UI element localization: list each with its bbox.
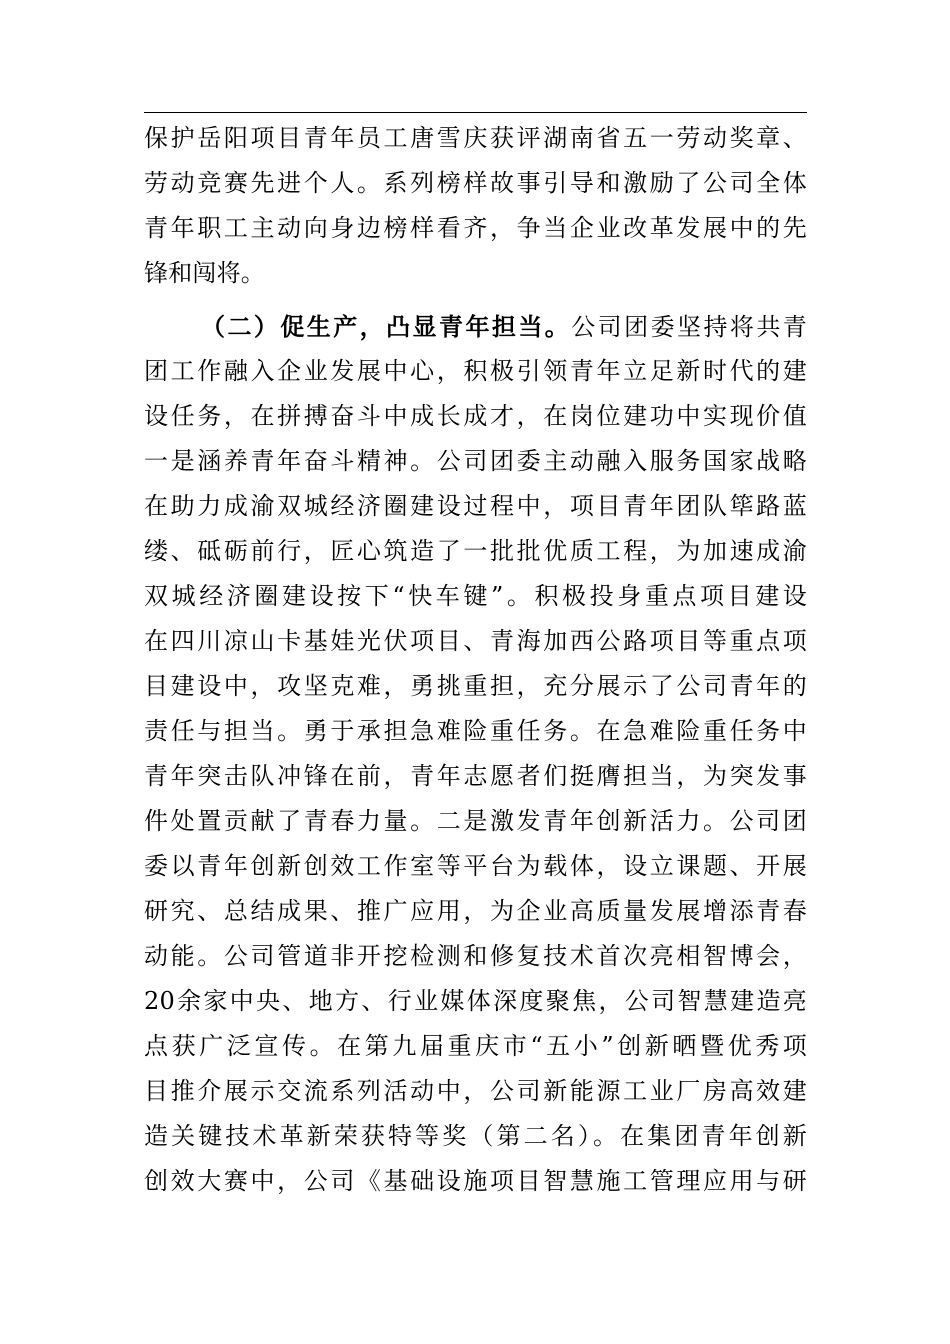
paragraph-2-line: 件处置贡献了青春力量。二是激发青年创新活力。公司团: [144, 807, 807, 835]
paragraph-2-line: 青年突击队冲锋在前，青年志愿者们挺膺担当，为突发事: [144, 762, 807, 790]
document-body: [144, 116, 807, 1204]
paragraph-2-line: 造关键技术革新荣获特等奖（第二名）。在集团青年创新: [144, 1122, 807, 1150]
paragraph-2-line: 委以青年创新创效工作室等平台为载体，设立课题、开展: [144, 852, 807, 880]
header-rule: [144, 112, 807, 113]
paragraph-2-line: 缕、砥砺前行，匠心筑造了一批批优质工程，为加速成渝: [144, 537, 807, 565]
paragraph-2-line: 20余家中央、地方、行业媒体深度聚焦，公司智慧建造亮: [144, 987, 807, 1015]
paragraph-2-first-line: [144, 304, 807, 349]
paragraph-1-line: 锋和闯将。: [144, 259, 265, 287]
paragraph-2-line: 目推介展示交流系列活动中，公司新能源工业厂房高效建: [144, 1077, 807, 1105]
paragraph-2-line: 动能。公司管道非开挖检测和修复技术首次亮相智博会，: [144, 942, 807, 970]
paragraph-2-line: 责任与担当。勇于承担急难险重任务。在急难险重任务中: [144, 717, 807, 745]
paragraph-1-line: 劳动竞赛先进个人。系列榜样故事引导和激励了公司全体: [144, 169, 807, 197]
paragraph-2-line: 创效大赛中，公司《基础设施项目智慧施工管理应用与研: [144, 1167, 807, 1195]
paragraph-1: [144, 116, 807, 296]
paragraph-2-line: 在四川凉山卡基娃光伏项目、青海加西公路项目等重点项: [144, 627, 807, 655]
paragraph-1-line: 保护岳阳项目青年员工唐雪庆获评湖南省五一劳动奖章、: [144, 124, 807, 152]
paragraph-2-line: 目建设中，攻坚克难，勇挑重担，充分展示了公司青年的: [144, 672, 807, 700]
paragraph-2-line: 双城经济圈建设按下“快车键”。积极投身重点项目建设: [144, 582, 807, 610]
paragraph-1-line: 青年职工主动向身边榜样看齐，争当企业改革发展中的先: [144, 214, 807, 242]
paragraph-2-line: 设任务，在拼搏奋斗中成长成才，在岗位建功中实现价值: [144, 402, 807, 430]
paragraph-2-line: 团工作融入企业发展中心，积极引领青年立足新时代的建: [144, 357, 807, 385]
paragraph-2-line: 研究、总结成果、推广应用，为企业高质量发展增添青春: [144, 897, 807, 925]
paragraph-2-first-line-text: 公司团委坚持将共青: [571, 313, 807, 341]
paragraph-2-line: 在助力成渝双城经济圈建设过程中，项目青年团队筚路蓝: [144, 492, 807, 520]
paragraph-2-line: 点获广泛宣传。在第九届重庆市“五小”创新晒暨优秀项: [144, 1032, 807, 1060]
section-heading: （二）促生产，凸显青年担当。: [201, 312, 572, 341]
paragraph-2: [144, 304, 807, 1204]
paragraph-2-line: 一是涵养青年奋斗精神。公司团委主动融入服务国家战略: [144, 447, 807, 475]
